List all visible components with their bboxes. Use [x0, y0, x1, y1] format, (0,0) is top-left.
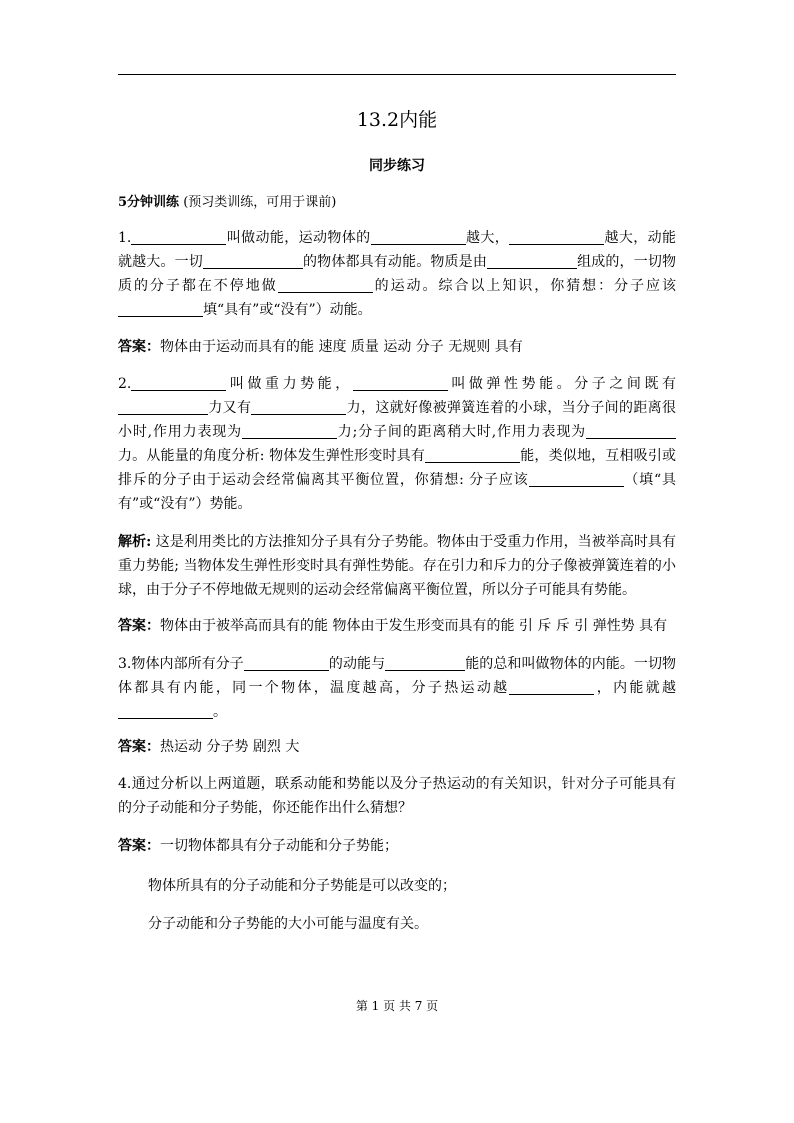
q2-blank-1[interactable]: [131, 375, 226, 391]
question-4: 4.通过分析以上两道题，联系动能和势能以及分子热运动的有关知识，针对分子可能具有的分子动能和分子势能，你还能作出什么猜想？: [118, 776, 676, 816]
answer-4: 答案：一切物体都具有分子动能和分子势能；: [118, 838, 398, 854]
question-1: 1. 叫做动能，运动物体的 越大， 越大，动能就越大。一切 的物体都具有动能。物质是由 组成的，一切物质的分子都在不停地做 的运动。综合以上知识，你猜想：分子应该填“具有”或“没有”）动能。: [118, 230, 677, 318]
q1-number: 1.: [118, 230, 132, 246]
answer-2: 答案：物体由于被举高而具有的能 物体由于发生形变而具有的能 引 斥 斥 引 弹性势 具有: [118, 618, 668, 634]
header-rule: [118, 74, 676, 75]
q4-number: 4.: [118, 776, 132, 792]
q1-blank-1[interactable]: [131, 229, 226, 245]
q1-blank-4[interactable]: [203, 253, 303, 269]
page-subtitle: 同步练习: [369, 158, 425, 174]
q1-blank-5[interactable]: [487, 253, 577, 269]
question-2: 2. 叫做重力势能， 叫做弹性势能。分子之间既有力又有 力，这就好像被弹簧连着的小球，当分子间的距离很小时,作用力表现为 力;分子间的距离稍大时,作用力表现为力。从能量的角度分析: 物体发生弹性形变时具有 能，类似地，互相吸引或排斥的分子由于运动会经常偏离其平衡位置，你猜想: 分子应该 （填“具有”或“没有”）势能。: [118, 376, 677, 512]
page-title: 13.2内能: [356, 109, 438, 131]
q1-blank-3[interactable]: [509, 229, 604, 245]
q2-number: 2.: [118, 376, 132, 392]
q3-number: 3.: [118, 656, 132, 672]
q2-blank-7[interactable]: [425, 447, 520, 463]
q3-blank-4[interactable]: [118, 703, 213, 719]
q1-blank-2[interactable]: [371, 229, 466, 245]
q2-blank-2[interactable]: [353, 375, 448, 391]
q3-blank-3[interactable]: [509, 679, 594, 695]
analysis-2: 解析: 这是利用类比的方法推知分子具有分子势能。物体由于受重力作用，当被举高时具有重力势能; 当物体发生弹性形变时具有弹性势能。存在引力和斥力的分子像被弹簧连着的小球，由于分子不停地做无规则的运动会经常偏离平衡位置，所以分子可能具有势能。: [118, 534, 676, 598]
answer-4-line-3: 分子动能和分子势能的大小可能与温度有关。: [148, 916, 428, 932]
q2-blank-5[interactable]: [242, 423, 337, 439]
q3-blank-1[interactable]: [244, 655, 329, 671]
q2-blank-6[interactable]: [586, 423, 676, 439]
q2-blank-4[interactable]: [251, 399, 346, 415]
answer-1: 答案：物体由于运动而具有的能 速度 质量 运动 分子 无规则 具有: [118, 339, 523, 355]
q1-blank-6[interactable]: [278, 277, 373, 293]
training-heading: [118, 191, 336, 210]
training-label: 5分钟训练: [118, 195, 180, 210]
question-3: 3.物体内部所有分子 的动能与 能的总和叫做物体的内能。一切物体都具有内能，同一个物体，温度越高，分子热运动越 ，内能就越。: [118, 656, 677, 720]
answer-3: 答案：热运动 分子势 剧烈 大: [118, 739, 300, 755]
answer-4-line-2: 物体所具有的分子动能和分子势能是可以改变的；: [148, 878, 456, 894]
q3-blank-2[interactable]: [385, 655, 465, 671]
q2-blank-3[interactable]: [118, 399, 208, 415]
q2-blank-8[interactable]: [529, 471, 624, 487]
q1-blank-7[interactable]: [118, 301, 203, 317]
page-footer: 第 1 页 共 7 页: [355, 999, 439, 1013]
training-note: (预习类训练，可用于课前): [183, 195, 337, 210]
